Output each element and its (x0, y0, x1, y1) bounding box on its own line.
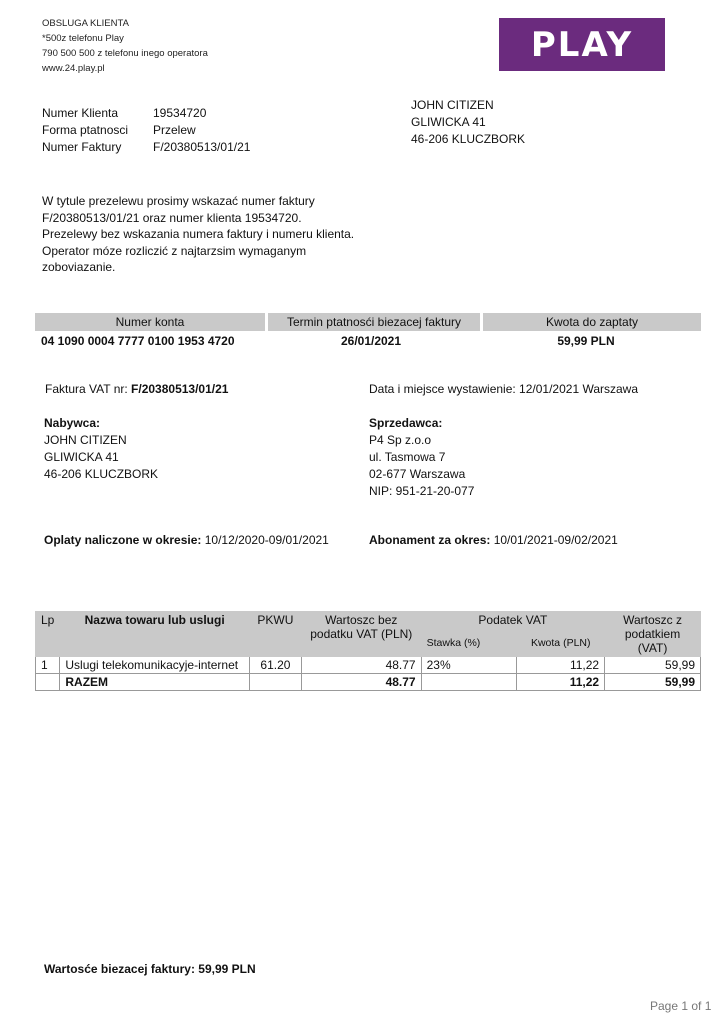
vat-amount-header: Kwota (PLN) (517, 635, 605, 656)
buyer-street: GLIWICKA 41 (44, 450, 119, 464)
total-gross-value: 59,99 (605, 674, 701, 691)
lp-header: Lp (36, 612, 60, 657)
vat-invoice-number (45, 381, 228, 398)
total-rate-cell (421, 674, 517, 691)
amount-header: Kwota do zaptaty (483, 313, 701, 331)
client-number-label: Numer Klienta (42, 106, 119, 120)
payment-values-row (35, 331, 701, 351)
total-lp-cell (36, 674, 60, 691)
payment-header-row (35, 313, 701, 331)
item-pkwu: 61.20 (249, 657, 301, 674)
seller-street: ul. Tasmowa 7 (369, 450, 446, 464)
charges-period-label: Oplaty naliczone w okresie: (44, 533, 202, 547)
client-number-row (42, 105, 250, 122)
vat-invoice-value: F/20380513/01/21 (131, 382, 229, 396)
notice-line: Prezelewy bez wskazania numera faktury i numeru klienta. (42, 227, 355, 241)
play-logo (499, 18, 665, 71)
charges-period (44, 532, 329, 549)
total-vat-amount: 11,22 (517, 674, 605, 691)
invoice-number-row (42, 139, 250, 156)
service-title: OBSLUGA KLIENTA (42, 18, 129, 29)
seller-block (369, 415, 474, 500)
client-number-value: 19534720 (153, 106, 207, 120)
item-vat-amount: 11,22 (517, 657, 605, 674)
item-gross-value: 59,99 (605, 657, 701, 674)
play-logo-text: PLAY (530, 24, 634, 65)
recipient-name: JOHN CITIZEN (411, 98, 494, 112)
subscription-period-value: 10/01/2021-09/02/2021 (490, 533, 618, 547)
total-label: RAZEM (60, 674, 250, 691)
item-net-value: 48.77 (301, 657, 421, 674)
gross-value-header: Wartoszc z podatkiem (VAT) (605, 612, 701, 657)
vat-rate-header: Stawka (%) (421, 635, 517, 656)
total-pkwu-cell (249, 674, 301, 691)
total-row (36, 674, 701, 691)
invoice-number-label: Numer Faktury (42, 140, 122, 154)
payment-form-row (42, 122, 250, 139)
notice-line: zoboviazanie. (42, 260, 116, 274)
due-date-header: Termin ptatnosći biezacej faktury (268, 313, 480, 331)
account-number: 04 1090 0004 7777 0100 1953 4720 (41, 334, 235, 348)
item-name: Uslugi telekomunikacyje-internet (60, 657, 250, 674)
items-header-row (36, 612, 701, 636)
buyer-name: JOHN CITIZEN (44, 433, 127, 447)
item-name-header: Nazwa towaru lub uslugi (60, 612, 250, 657)
vat-header: Podatek VAT (421, 612, 605, 636)
due-date: 26/01/2021 (340, 334, 402, 348)
item-vat-rate: 23% (421, 657, 517, 674)
total-net-value: 48.77 (301, 674, 421, 691)
table-row (36, 657, 701, 674)
service-phone-play: *500z telefonu Play (42, 33, 124, 44)
seller-nip: NIP: 951-21-20-077 (369, 484, 475, 498)
item-lp: 1 (36, 657, 60, 674)
charges-period-value: 10/12/2020-09/01/2021 (201, 533, 329, 547)
recipient-address (411, 97, 525, 148)
net-value-header: Wartoszc bez podatku VAT (PLN) (301, 612, 421, 657)
seller-name: P4 Sp z.o.o (369, 433, 432, 447)
notice-line: W tytule prezelewu prosimy wskazać numer faktury (42, 194, 315, 208)
notice-line: Operator móze rozliczić z najtarzsim wymaganym (42, 243, 307, 258)
pkwu-header: PKWU (249, 612, 301, 657)
recipient-street: GLIWICKA 41 (411, 115, 486, 129)
payment-form-label: Forma ptatnosci (42, 123, 129, 137)
seller-title: Sprzedawca: (369, 416, 443, 430)
invoice-items-table (35, 611, 701, 691)
payment-form-value: Przelew (153, 123, 196, 137)
account-header: Numer konta (35, 313, 265, 331)
amount-due: 59,99 PLN (557, 334, 615, 348)
buyer-title: Nabywca: (44, 416, 101, 430)
recipient-city: 46-206 KLUCZBORK (411, 132, 526, 146)
invoice-total: Wartosće biezacej faktury: 59,99 PLN (44, 962, 256, 976)
issue-date-place: Data i miejsce wystawienie: 12/01/2021 Warszawa (369, 382, 639, 396)
invoice-number-value: F/20380513/01/21 (153, 140, 251, 154)
page-number: Page 1 of 1 (650, 999, 712, 1013)
notice-line: F/20380513/01/21 oraz numer klienta 19534720. (42, 210, 302, 225)
subscription-period (369, 532, 618, 549)
payment-summary-table (35, 313, 701, 351)
client-meta (42, 105, 250, 156)
payment-notice (42, 193, 382, 276)
buyer-block (44, 415, 158, 483)
subscription-period-label: Abonament za okres: (369, 533, 491, 547)
service-phone-other: 790 500 500 z telefonu inego operatora (42, 48, 208, 59)
buyer-city: 46-206 KLUCZBORK (44, 467, 159, 481)
seller-city: 02-677 Warszawa (369, 467, 466, 481)
vat-invoice-label: Faktura VAT nr: (45, 382, 132, 396)
customer-service-info (42, 16, 208, 76)
service-website: www.24.play.pl (42, 63, 105, 74)
